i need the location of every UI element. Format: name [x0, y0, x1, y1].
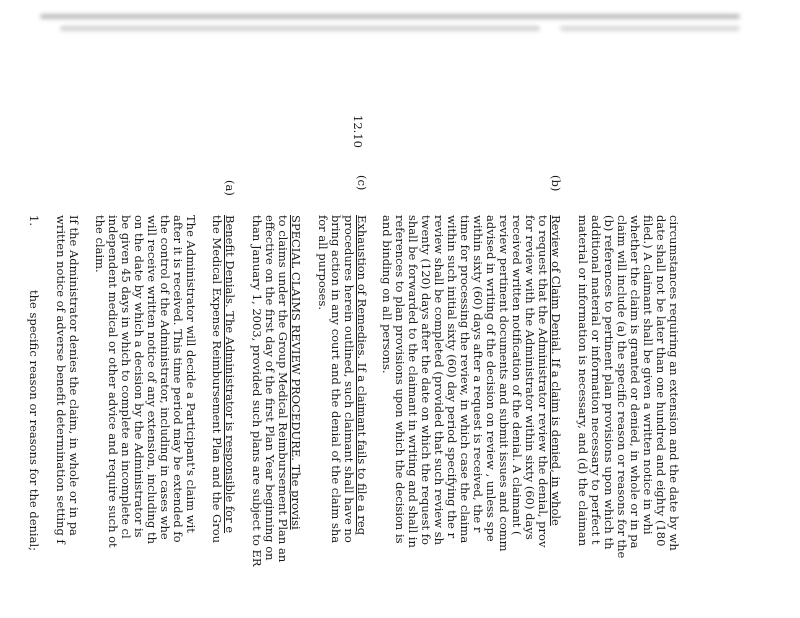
text-line: the Medical Expense Reimbursement Plan and the Grou — [210, 215, 224, 544]
section-number: 12.10 — [351, 115, 365, 148]
text-line: claim will include (a) the specific reason or reasons for the — [615, 215, 629, 559]
list-item-number: 1. — [27, 215, 41, 226]
text-line: bring action in any court and the denial of the claim sha — [329, 215, 343, 544]
text-line: review shall be completed (provided that such review sh — [432, 215, 446, 546]
text-line: procedures herein outlined, such claimant shall have no — [342, 215, 356, 543]
text-line: review pertinent documents and submit issues and comm — [497, 215, 511, 552]
text-line: and binding on all persons. — [380, 215, 394, 374]
section-c-heading-line: Exhaustion of Remedies. If a claimant fails to file a req — [355, 215, 369, 536]
text-line: filed.) A claimant shall be given a written notice in whi — [641, 215, 655, 535]
section-a-label: (a) — [223, 180, 237, 196]
text-line: independent medical or other advice and require such ot — [106, 215, 120, 548]
rotated-document-body — [27, 60, 681, 618]
text-line: (b) references to pertinent plan provisions upon which th — [602, 215, 616, 550]
text-line: whether the claim is granted or denied, in whole or in pa — [628, 215, 642, 549]
section-c-label: (c) — [355, 175, 369, 191]
text-line: additional material or information necessary to perfect t — [589, 215, 603, 545]
text-line: written notice of adverse benefit determination setting f — [54, 215, 68, 544]
section-b-label: (b) — [549, 175, 563, 192]
text-line: effective on the first day of the first Plan Year beginning on — [263, 215, 277, 561]
text-line: the claim. — [93, 215, 107, 273]
text-line: advised in writing of the decision on review , unless spe — [484, 215, 498, 542]
text-line: If the Administrator denies the claim, in whole or in pa — [67, 215, 81, 536]
text-line: circumstances requiring an extension and the date by wh — [667, 215, 681, 551]
text-line: within sixty (60) days after a request is received, the r — [471, 215, 485, 533]
text-line: shall be forwarded to the claimant in writing and shall in — [406, 215, 420, 548]
text-line: the control of the Administrator, including in cases whe — [158, 215, 172, 540]
text-line: than January 1, 2003, provided such plans are subject to ER — [250, 215, 264, 567]
text-line: on the date by which a decision by the Administrator is — [132, 215, 146, 538]
text-line: for all purposes. — [316, 215, 330, 311]
text-line: to claims under the Group Medical Reimbursement Plan an — [276, 215, 290, 563]
text-line: received written notification of the denial. A claimant ( — [510, 215, 524, 536]
text-line: references to plan provisions upon which the decision is — [393, 215, 407, 544]
text-line: time for processing the review, in which case the claima — [458, 215, 472, 544]
text-line: within such initial sixty (60) day period specifying the r — [445, 215, 459, 539]
text-line: will receive written notice of any extension, including th — [145, 215, 159, 545]
section-a-heading-line: Benefit Denials. The Administrator is responsible for e — [223, 215, 237, 534]
section-12-10-heading-line: SPECIAL CLAIMS REVIEW PROCEDURE. The provisi — [289, 215, 303, 530]
text-line: for review with the Administrator within sixty (60) days — [523, 215, 537, 540]
text-line: to request that the Administrator review the denial, prov — [536, 215, 550, 548]
text-line: date shall not be later than one hundred and eighty (180 — [654, 215, 668, 547]
list-item-text: the specific reason or reasons for the denial; — [27, 290, 41, 551]
text-line: material or information is necessary, and (d) the claiman — [576, 215, 590, 547]
text-line: twenty (120) days after the date on which the request fo — [419, 215, 433, 545]
section-b-heading-line: Review of Claim Denial. If a claim is denied, in whole — [549, 215, 563, 526]
blurred-header-strip — [0, 0, 800, 48]
text-line: The Administrator will decide a Participant's claim wit — [184, 215, 198, 533]
text-line: after it is received. This time period may be extended fo — [171, 215, 185, 543]
text-line: be given 45 days in which to complete an incomplete cl — [119, 215, 133, 539]
